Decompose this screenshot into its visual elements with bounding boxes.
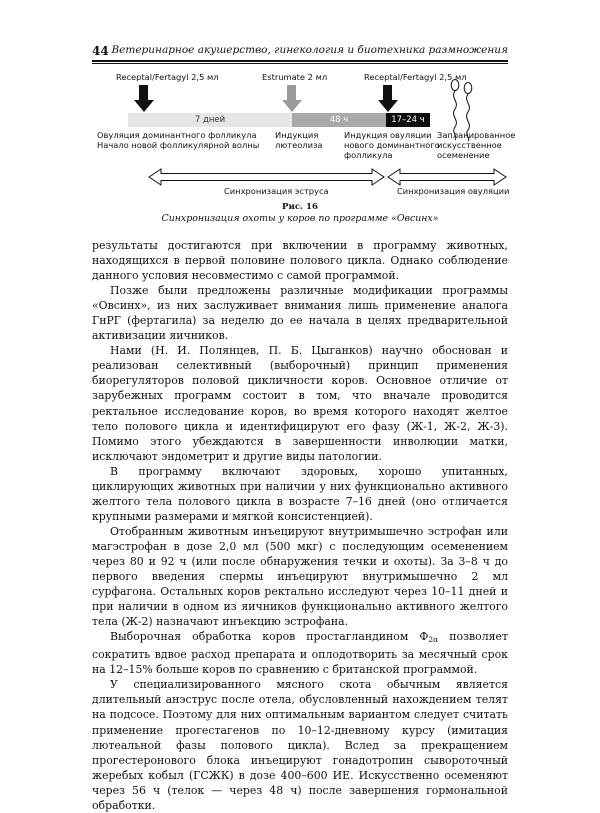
down-arrow-icon <box>287 85 302 112</box>
timeline-bar-17-24-hours: 17–24 ч <box>386 113 430 127</box>
header-rule <box>92 60 508 62</box>
paragraph-6: Выборочная обработка коров простагландином $Ф_{2\alpha}$ позволяет сократить вдвое расход препарата и оплодотворить за месячный срок на 12–15% больше коров по сравнению с британской программой. <box>92 630 508 677</box>
body-text <box>92 238 508 813</box>
down-arrow-icon <box>139 85 154 112</box>
timeline-bar-48-hours: 48 ч <box>292 113 386 127</box>
down-arrow-icon <box>383 85 398 112</box>
figure-caption-number: Рис. 16 <box>281 202 318 212</box>
paragraph-1: результаты достигаются при включении в программу животных, находящихся в первой половине полового цикла. Однако соблюдение данного условия несовместимо с самой программой. <box>92 239 508 283</box>
paragraph-3: Нами (Н. И. Полянцев, П. Б. Цыганков) научно обоснован и реализован селективный (выборочный) принцип применения биорегуляторов половой цикличности коров. Основное отличие от зарубежных программ состоит в том, что вначале проводится ректальное исследование коров, во время которого находят желтое тело полового цикла и идентифицируют его фазу (Ж-1, Ж-2, Ж-3). Помимо этого убеждаются в завершенности инволюции матки, исключают эндометрит и другие виды патологии. <box>92 344 508 463</box>
timeline-bar-7-days: 7 дней <box>128 113 292 127</box>
paragraph-2: Позже были предложены различные модификации программы «Овсинх», из них заслуживает внимания лишь применение аналога ГнРГ (фертагила) за неделю до ее начала в целях предварительной активизации яичников. <box>92 284 508 343</box>
event-label-ovulation-induction: Индукция овуляции нового доминантного фолликула <box>344 130 440 160</box>
paragraph-4: В программу включают здоровых, хорошо упитанных, циклирующих животных при наличии у них функционально активного желтого тела полового цикла в возрасте 7–16 дней (оно отличается крупными размерами и мягкой консистенцией). <box>92 464 508 523</box>
paragraph-5: Отобранным животным инъецируют внутримышечно эстрофан или магэстрофан в дозе 2,0 мл (500 мкг) с последующим осеменением через 80 и 92 ч (или после обнаружения течки и охоты). За 3–8 ч до первого введения спермы инъецируют внутримышечно 2 мл сурфагона. Остальных коров ректально исследуют через 10–11 дней и при наличии в одном из яичников функционально активного желтого тела (Ж-2) назначают инъекцию эстрофана. <box>92 524 508 629</box>
drug-label-estrumate: Estrumate 2 мл <box>262 72 328 82</box>
double-arrow-icon <box>148 167 508 187</box>
figure-caption-text: Синхронизация охоты у коров по программе «Овсинх» <box>161 213 439 224</box>
sync-estrus-label: Синхронизация эструса <box>224 186 329 196</box>
event-label-luteolysis: Индукция лютеолиза <box>275 130 323 150</box>
header-rule-thin <box>92 63 508 64</box>
drug-label-receptal-2: Receptal/Fertagyl 2,5 мл <box>364 72 467 82</box>
page-number: 44 <box>92 44 109 58</box>
event-label-ovulation: Овуляция доминантного фолликула Начало новой фолликулярной волны <box>97 130 260 150</box>
paragraph-7: У специализированного мясного скота обычным является длительный анэструс после отела, обусловленный нахождением телят на подсосе. Поэтому для них оптимальным вариантом следует считать применение прогестагенов по 10–12-дневному курсу (имитация лютеальной фазы полового цикла). Вслед за прекращением прогестеронового блока инъецируют гонадотропин сывороточный жеребых кобыл (ГСЖК) в дозе 400–600 ИЕ. Искусственно осеменяют через 56 ч (телок — через 48 ч) после завершения гормональной обработки. <box>92 678 508 812</box>
running-title: Ветеринарное акушерство, гинекология и биотехника размножения <box>111 44 508 56</box>
drug-label-receptal-1: Receptal/Fertagyl 2,5 мл <box>116 72 219 82</box>
event-label-insemination: Запланированное искусственное осеменение <box>437 130 516 160</box>
sync-ovulation-label: Синхронизация овуляции <box>397 186 510 196</box>
